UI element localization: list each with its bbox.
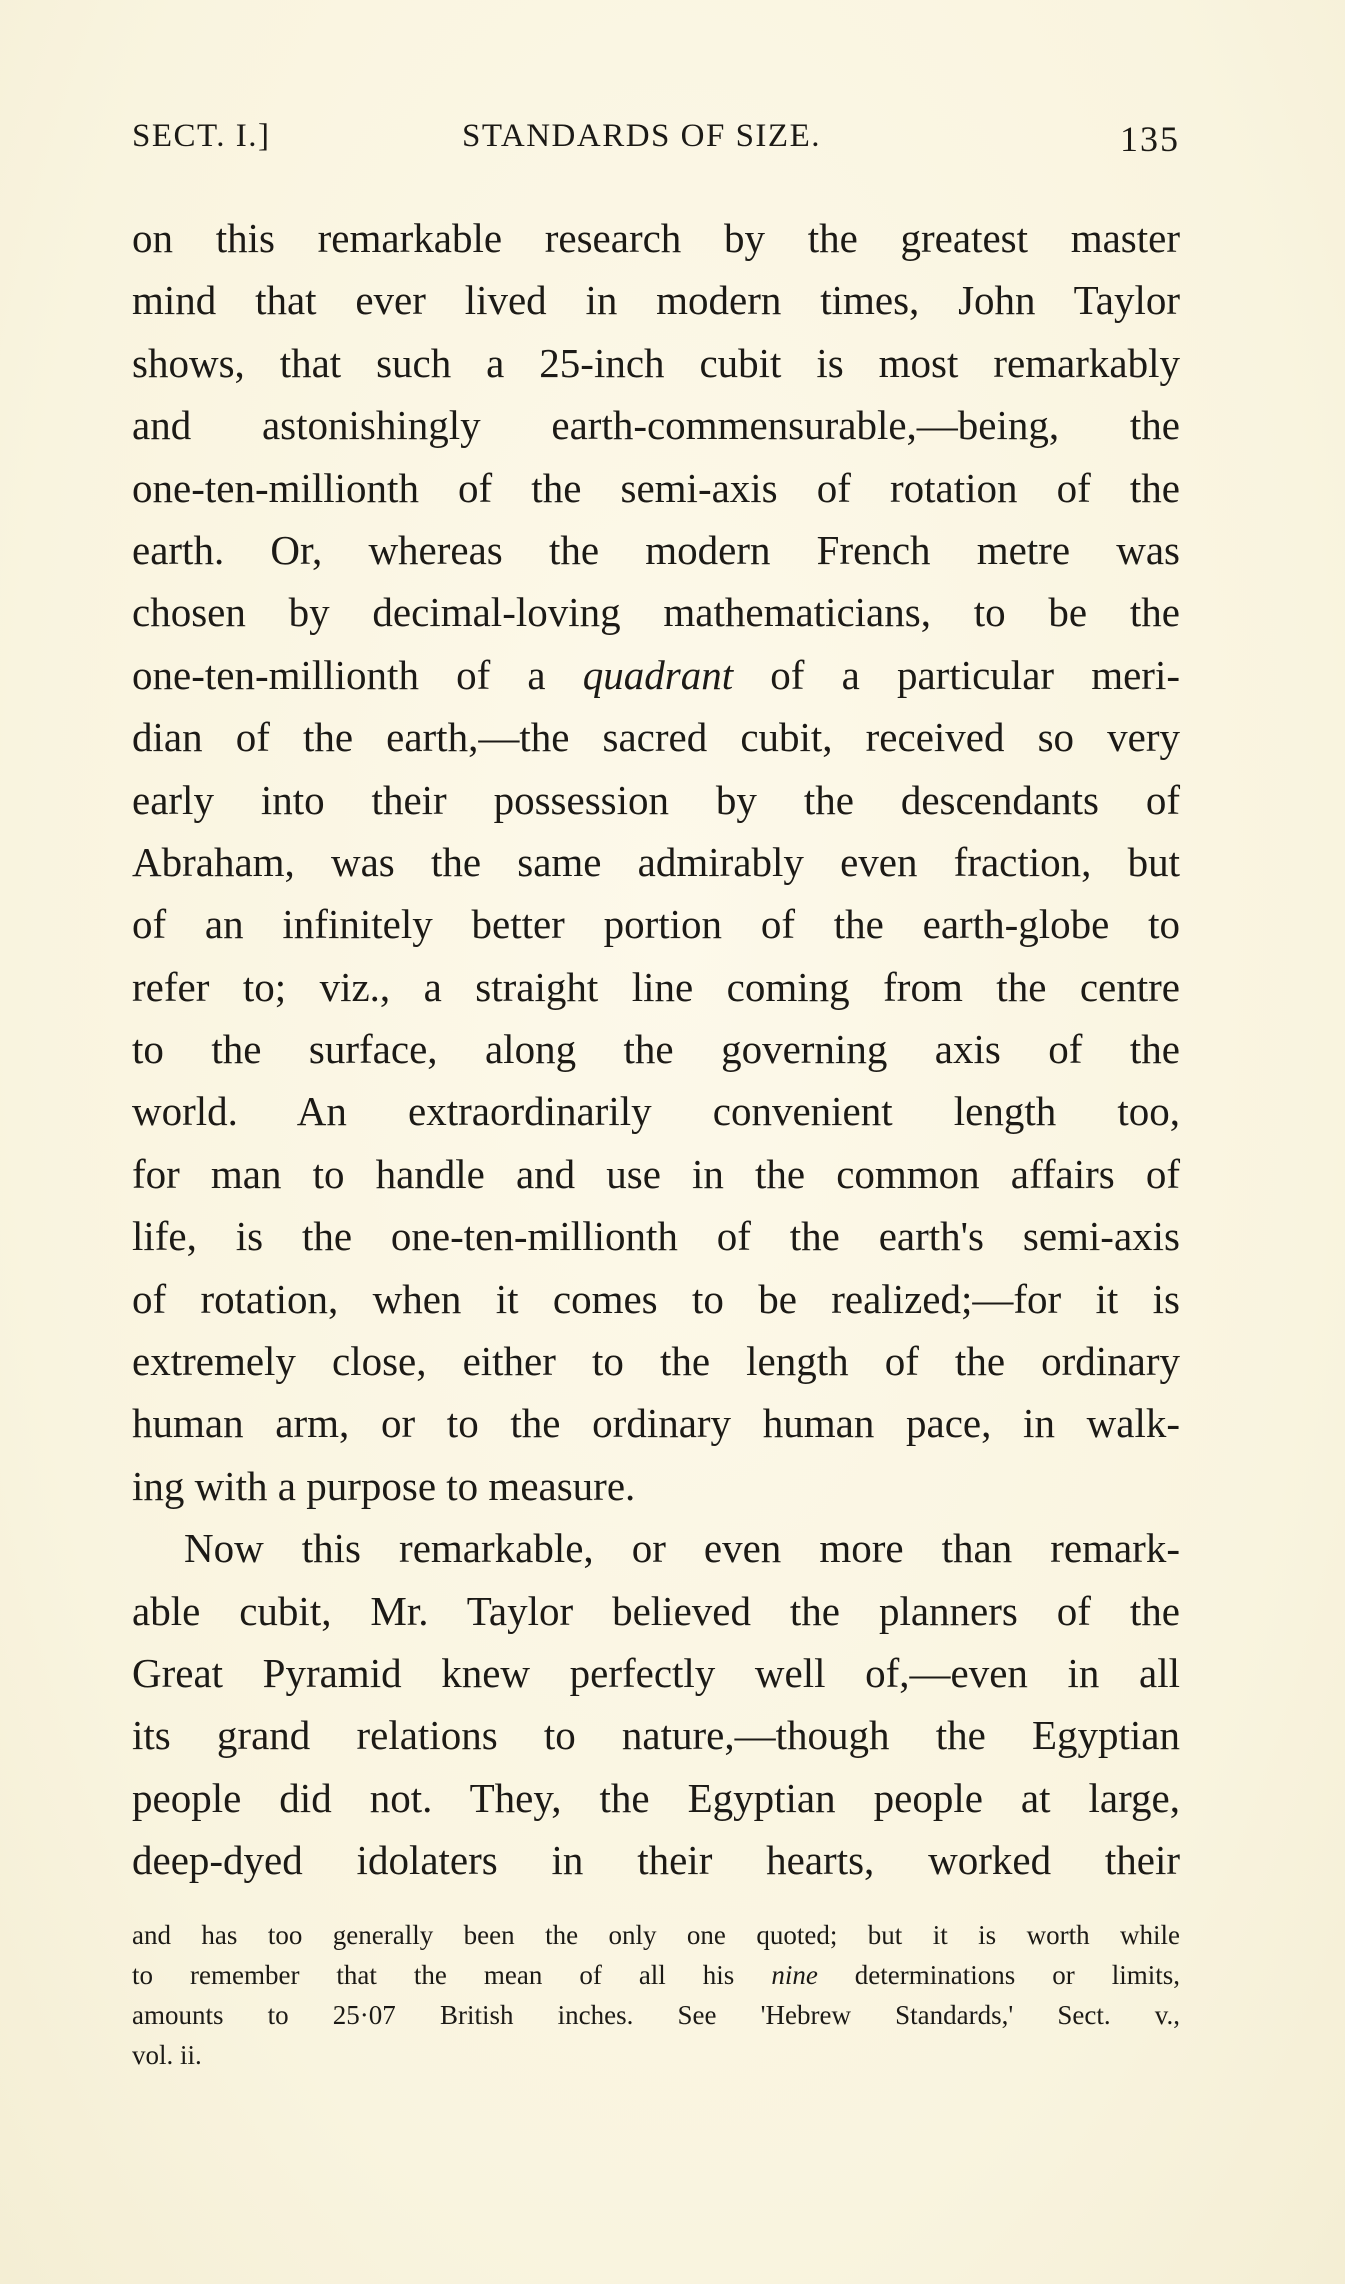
- text-segment: of a particular meri-: [733, 651, 1180, 698]
- text-line: world. An extraordinarily convenient length too,: [132, 1088, 1180, 1135]
- text-line: and astonishingly earth-commensurable,—being, the: [132, 402, 1180, 449]
- italic-term: quadrant: [582, 651, 734, 698]
- page-number: 135: [1120, 119, 1180, 159]
- text-line: for man to handle and use in the common affairs of: [132, 1150, 1180, 1197]
- text-line: of rotation, when it comes to be realized;—for it is: [132, 1275, 1180, 1322]
- italic-term: nine: [771, 1960, 818, 1990]
- text-line: extremely close, either to the length of the ordinary: [132, 1338, 1180, 1385]
- footnote-line: vol. ii.: [132, 2040, 202, 2070]
- section-label: SECT. I.]: [132, 118, 271, 154]
- text-line-paragraph-start: Now this remarkable, or even more than remark-: [184, 1525, 1180, 1572]
- text-line: life, is the one-ten-millionth of the earth's semi-axis: [132, 1213, 1180, 1260]
- text-line: able cubit, Mr. Taylor believed the planners of the: [132, 1587, 1180, 1634]
- text-line: on this remarkable research by the greatest master: [132, 215, 1180, 261]
- text-line: mind that ever lived in modern times, John Taylor: [132, 277, 1180, 324]
- text-line: early into their possession by the descendants of: [132, 776, 1180, 823]
- text-line: earth. Or, whereas the modern French metre was: [132, 526, 1180, 573]
- footnote-line: [132, 1955, 1180, 1995]
- text-line: to the surface, along the governing axis of the: [132, 1026, 1180, 1073]
- main-text: [132, 207, 1180, 1892]
- footnote-line: amounts to 25·07 British inches. See 'Hebrew Standards,' Sect. v.,: [132, 2000, 1180, 2030]
- text-line: people did not. They, the Egyptian people at large,: [132, 1774, 1180, 1821]
- running-header: [132, 118, 1180, 178]
- text-line: dian of the earth,—the sacred cubit, received so very: [132, 714, 1180, 761]
- footnote: [132, 1915, 1180, 2075]
- text-line: human arm, or to the ordinary human pace, in walk-: [132, 1400, 1180, 1447]
- text-segment: determinations or limits,: [817, 1960, 1181, 1990]
- text-segment: one-ten-millionth of a: [132, 651, 583, 698]
- text-line: one-ten-millionth of the semi-axis of rotation of the: [132, 464, 1180, 511]
- text-line: of an infinitely better portion of the earth-globe to: [132, 901, 1180, 948]
- text-line: Great Pyramid knew perfectly well of,—even in all: [132, 1649, 1180, 1696]
- text-line: ing with a purpose to measure.: [132, 1462, 636, 1509]
- running-title: STANDARDS OF SIZE.: [462, 118, 821, 154]
- text-line: chosen by decimal-loving mathematicians, to be the: [132, 589, 1180, 636]
- text-line: deep-dyed idolaters in their hearts, worked their: [132, 1837, 1180, 1884]
- footnote-line: and has too generally been the only one quoted; but it is worth while: [132, 1920, 1180, 1950]
- text-segment: to remember that the mean of all his: [132, 1960, 772, 1990]
- text-line: refer to; viz., a straight line coming from the centre: [132, 963, 1180, 1010]
- text-line: Abraham, was the same admirably even fraction, but: [132, 838, 1180, 885]
- text-line: its grand relations to nature,—though the Egyptian: [132, 1712, 1180, 1759]
- text-line: [132, 644, 1180, 706]
- text-line: shows, that such a 25-inch cubit is most remarkably: [132, 339, 1180, 386]
